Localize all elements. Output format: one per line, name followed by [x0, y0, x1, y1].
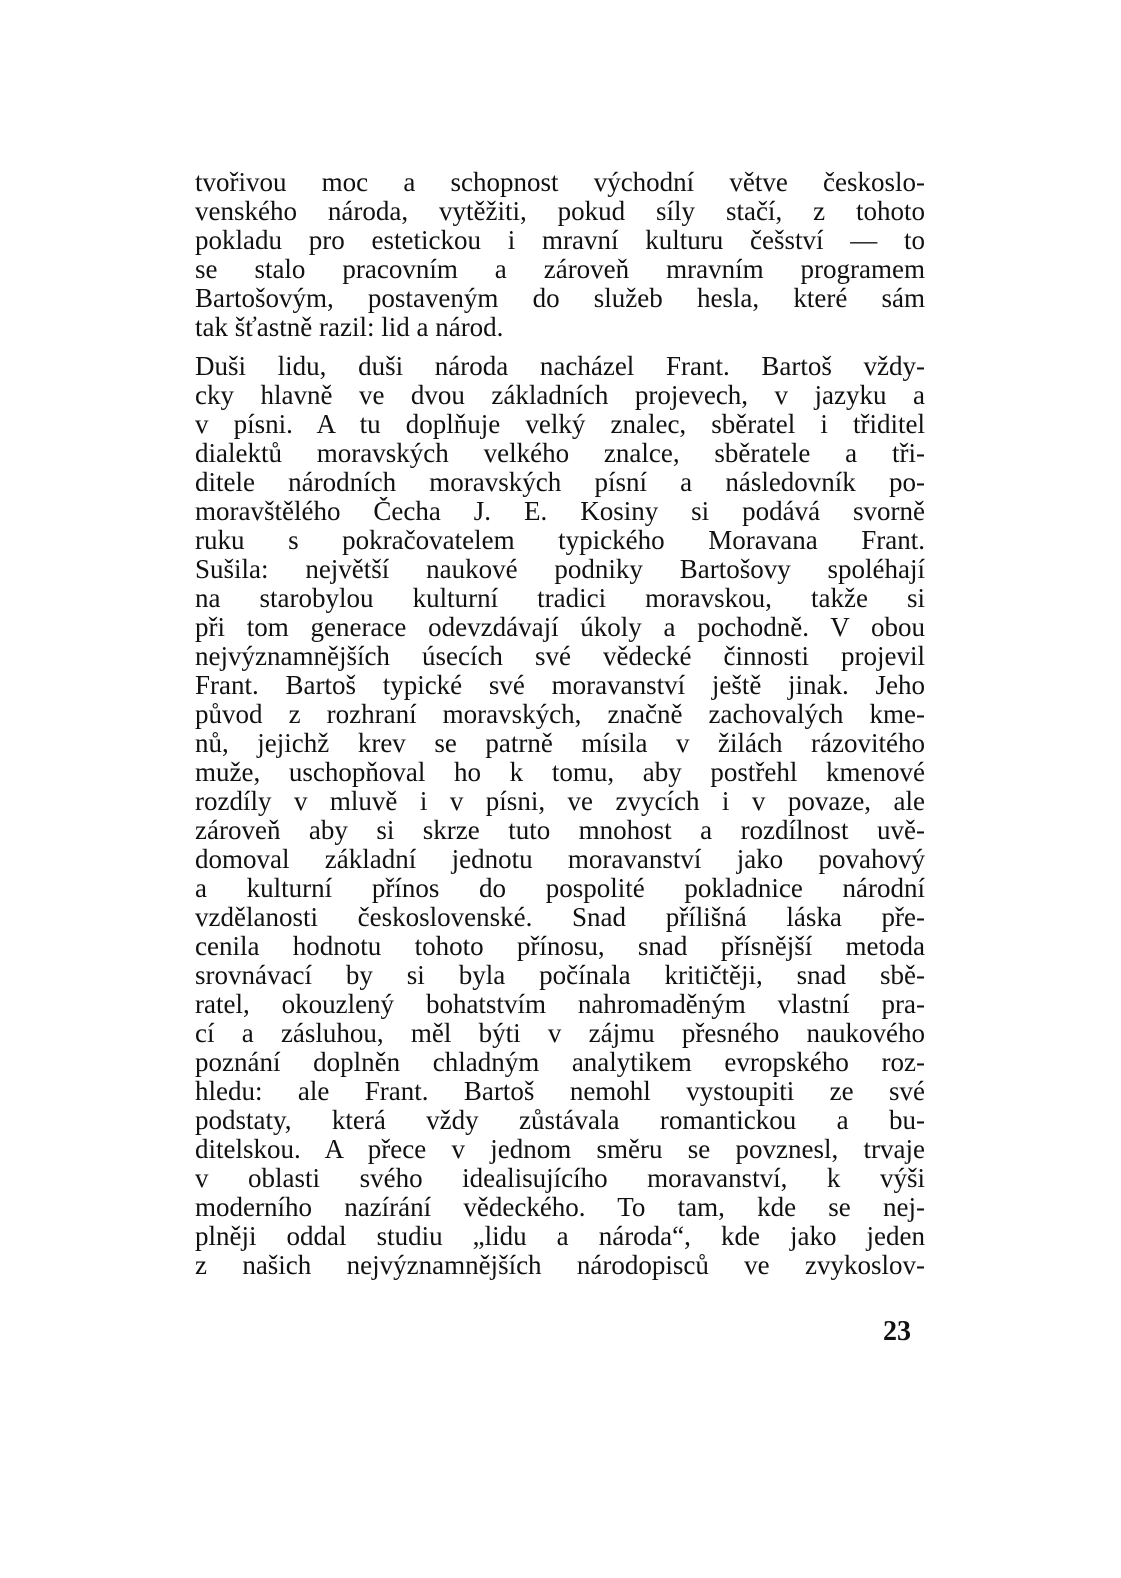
text-line: rozdíly v mluvě i v písni, ve zvycích i v povaze, ale — [195, 787, 925, 816]
text-line: ruku s pokračovatelem typického Moravana Frant. — [195, 526, 925, 555]
text-line: srovnávací by si byla počínala kritičtěji, snad sbě- — [195, 961, 925, 990]
text-line: moderního nazírání vědeckého. To tam, kde se nej- — [195, 1193, 925, 1222]
text-line: nejvýznamnějších úsecích své vědecké činnosti projevil — [195, 642, 925, 671]
text-line: Frant. Bartoš typické své moravanství ještě jinak. Jeho — [195, 671, 925, 700]
text-line: a kulturní přínos do pospolité pokladnice národní — [195, 874, 925, 903]
text-line: na starobylou kulturní tradici moravskou, takže si — [195, 584, 925, 613]
text-line: venského národa, vytěžiti, pokud síly stačí, z tohoto — [195, 197, 925, 226]
text-line: ratel, okouzlený bohatstvím nahromaděným vlastní pra- — [195, 990, 925, 1019]
text-line: tvořivou moc a schopnost východní větve českoslo- — [195, 168, 925, 197]
text-line: moravštělého Čecha J. E. Kosiny si podává svorně — [195, 497, 925, 526]
page-body — [195, 168, 925, 1280]
text-line: muže, uschopňoval ho k tomu, aby postřehl kmenové — [195, 758, 925, 787]
text-line: poznání doplněn chladným analytikem evropského roz- — [195, 1048, 925, 1077]
text-line: cenila hodnotu tohoto přínosu, snad přísnější metoda — [195, 932, 925, 961]
text-line: podstaty, která vždy zůstávala romantickou a bu- — [195, 1106, 925, 1135]
text-line: plněji oddal studiu „lidu a národa“, kde jako jeden — [195, 1222, 925, 1251]
text-line: hledu: ale Frant. Bartoš nemohl vystoupiti ze své — [195, 1077, 925, 1106]
text-line: zároveň aby si skrze tuto mnohost a rozdílnost uvě- — [195, 816, 925, 845]
text-line: tak šťastně razil: lid a národ. — [195, 313, 504, 342]
text-line: nů, jejichž krev se patrně mísila v žilách rázovitého — [195, 729, 925, 758]
text-line: pokladu pro estetickou i mravní kulturu češství — to — [195, 226, 925, 255]
text-line: Sušila: největší naukové podniky Bartošovy spoléhají — [195, 555, 925, 584]
text-line: cky hlavně ve dvou základních projevech, v jazyku a — [195, 381, 925, 410]
text-line: z našich nejvýznamnějších národopisců ve zvykoslov- — [195, 1251, 925, 1280]
text-line: cí a zásluhou, měl býti v zájmu přesného naukového — [195, 1019, 925, 1048]
text-line: Bartošovým, postaveným do služeb hesla, které sám — [195, 284, 925, 313]
text-line: ditelskou. A přece v jednom směru se povznesl, trvaje — [195, 1135, 925, 1164]
text-line: dialektů moravských velkého znalce, sběratele a tři- — [195, 439, 925, 468]
text-line: vzdělanosti československé. Snad přílišná láska pře- — [195, 903, 925, 932]
paragraph-2 — [195, 352, 925, 1280]
paragraph-1 — [195, 168, 925, 342]
text-line: v písni. A tu doplňuje velký znalec, sběratel i třiditel — [195, 410, 925, 439]
paragraph-gap — [195, 342, 925, 352]
text-line: ditele národních moravských písní a následovník po- — [195, 468, 925, 497]
text-line: se stalo pracovním a zároveň mravním programem — [195, 255, 925, 284]
text-line: Duši lidu, duši národa nacházel Frant. Bartoš vždy- — [195, 352, 925, 381]
text-line: původ z rozhraní moravských, značně zachovalých kme- — [195, 700, 925, 729]
text-line: v oblasti svého idealisujícího moravanství, k výši — [195, 1164, 925, 1193]
text-line: domoval základní jednotu moravanství jako povahový — [195, 845, 925, 874]
text-line: při tom generace odevzdávají úkoly a pochodně. V obou — [195, 613, 925, 642]
page-number: 23 — [883, 1316, 911, 1347]
